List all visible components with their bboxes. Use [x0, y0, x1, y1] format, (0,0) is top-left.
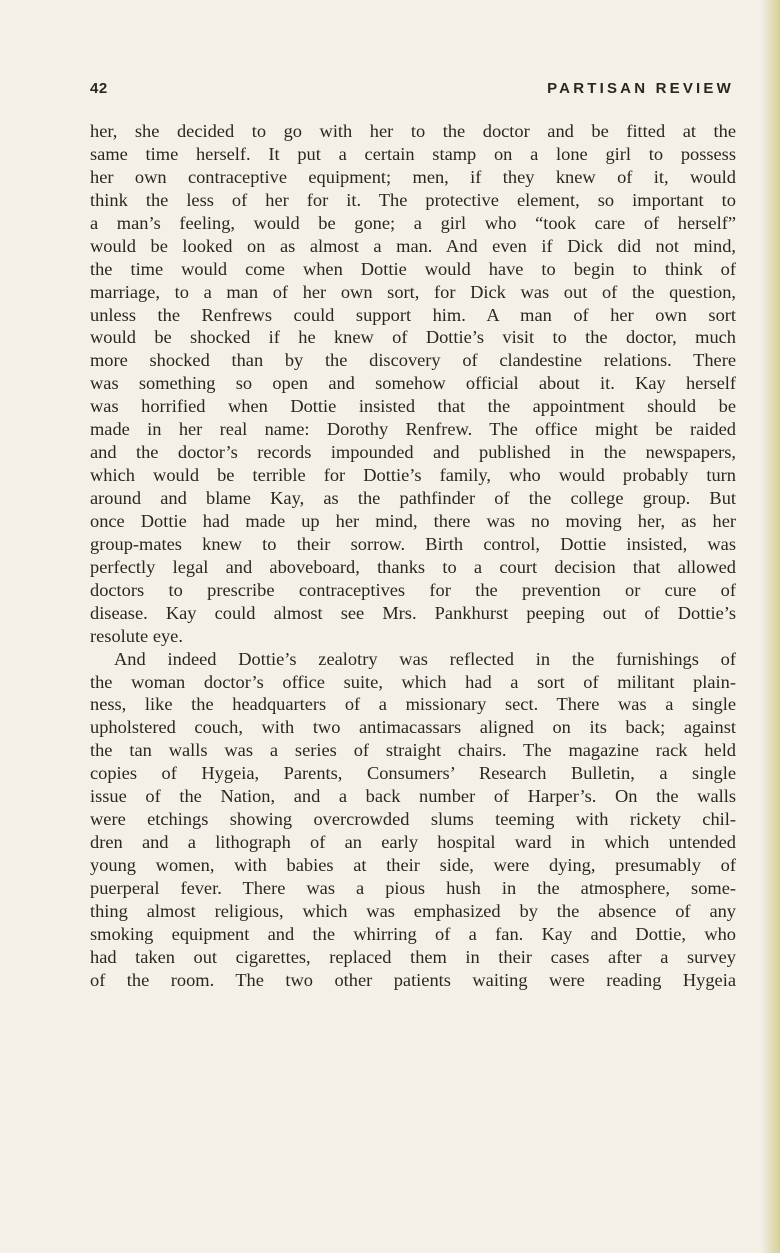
- text-line: her own contraceptive equipment; men, if they knew of it, would: [90, 166, 736, 187]
- text-line: puerperal fever. There was a pious hush in the atmosphere, some-: [90, 877, 736, 898]
- text-line: the woman doctor’s office suite, which had a sort of militant plain-: [90, 671, 736, 692]
- text-line: had taken out cigarettes, replaced them in their cases after a survey: [90, 946, 736, 967]
- text-line: same time herself. It put a certain stamp on a lone girl to possess: [90, 143, 736, 164]
- text-line: disease. Kay could almost see Mrs. Pankhurst peeping out of Dottie’s: [90, 602, 736, 623]
- text-line: the time would come when Dottie would have to begin to think of: [90, 258, 736, 279]
- text-line: unless the Renfrews could support him. A man of her own sort: [90, 304, 736, 325]
- text-line: her, she decided to go with her to the doctor and be fitted at the: [90, 121, 736, 141]
- text-line: made in her real name: Dorothy Renfrew. The office might be raided: [90, 419, 736, 440]
- text-line: a man’s feeling, would be gone; a girl who “took care of herself”: [90, 212, 736, 233]
- text-line: around and blame Kay, as the pathfinder of the college group. But: [90, 488, 736, 508]
- text-line: young women, with babies at their side, were dying, presumably of: [90, 855, 736, 875]
- text-line: was horrified when Dottie insisted that the appointment should be: [90, 396, 736, 417]
- text-line: doctors to prescribe contraceptives for the prevention or cure of: [90, 579, 736, 600]
- text-line: would be looked on as almost a man. And even if Dick did not mind,: [90, 235, 736, 256]
- text-line: the tan walls was a series of straight chairs. The magazine rack held: [90, 740, 736, 761]
- text-line: once Dottie had made up her mind, there was no moving her, as her: [90, 510, 736, 531]
- text-line: dren and a lithograph of an early hospital ward in which untended: [90, 832, 736, 853]
- text-line: which would be terrible for Dottie’s family, who would probably turn: [90, 465, 736, 486]
- page-number: 42: [90, 80, 108, 97]
- text-line: upholstered couch, with two antimacassars aligned on its back; against: [90, 717, 736, 738]
- text-line: more shocked than by the discovery of clandestine relations. There: [90, 350, 736, 371]
- text-line: was something so open and somehow official about it. Kay herself: [90, 373, 736, 394]
- text-line: were etchings showing overcrowded slums teeming with rickety chil-: [90, 809, 736, 830]
- body-text: [90, 120, 736, 992]
- text-line: smoking equipment and the whirring of a fan. Kay and Dottie, who: [90, 923, 736, 944]
- text-line: would be shocked if he knew of Dottie’s visit to the doctor, much: [90, 327, 736, 348]
- text-line: perfectly legal and aboveboard, thanks to a court decision that allowed: [90, 556, 736, 577]
- text-line: marriage, to a man of her own sort, for Dick was out of the question,: [90, 281, 736, 302]
- page-header: [90, 80, 734, 102]
- text-line: group-mates knew to their sorrow. Birth control, Dottie insisted, was: [90, 533, 736, 554]
- text-line: and the doctor’s records impounded and published in the newspapers,: [90, 442, 736, 463]
- text-line: ness, like the headquarters of a missionary sect. There was a single: [90, 694, 736, 715]
- running-head: PARTISAN REVIEW: [547, 80, 734, 97]
- text-line: copies of Hygeia, Parents, Consumers’ Research Bulletin, a single: [90, 763, 736, 784]
- text-line: And indeed Dottie’s zealotry was reflected in the furnishings of: [114, 648, 736, 669]
- page-edge: [762, 0, 780, 1253]
- text-line: thing almost religious, which was emphasized by the absence of any: [90, 900, 736, 921]
- text-line: resolute eye.: [90, 625, 183, 646]
- text-line: think the less of her for it. The protective element, so important to: [90, 189, 736, 210]
- text-line: of the room. The two other patients waiting were reading Hygeia: [90, 969, 736, 990]
- text-line: issue of the Nation, and a back number of Harper’s. On the walls: [90, 786, 736, 807]
